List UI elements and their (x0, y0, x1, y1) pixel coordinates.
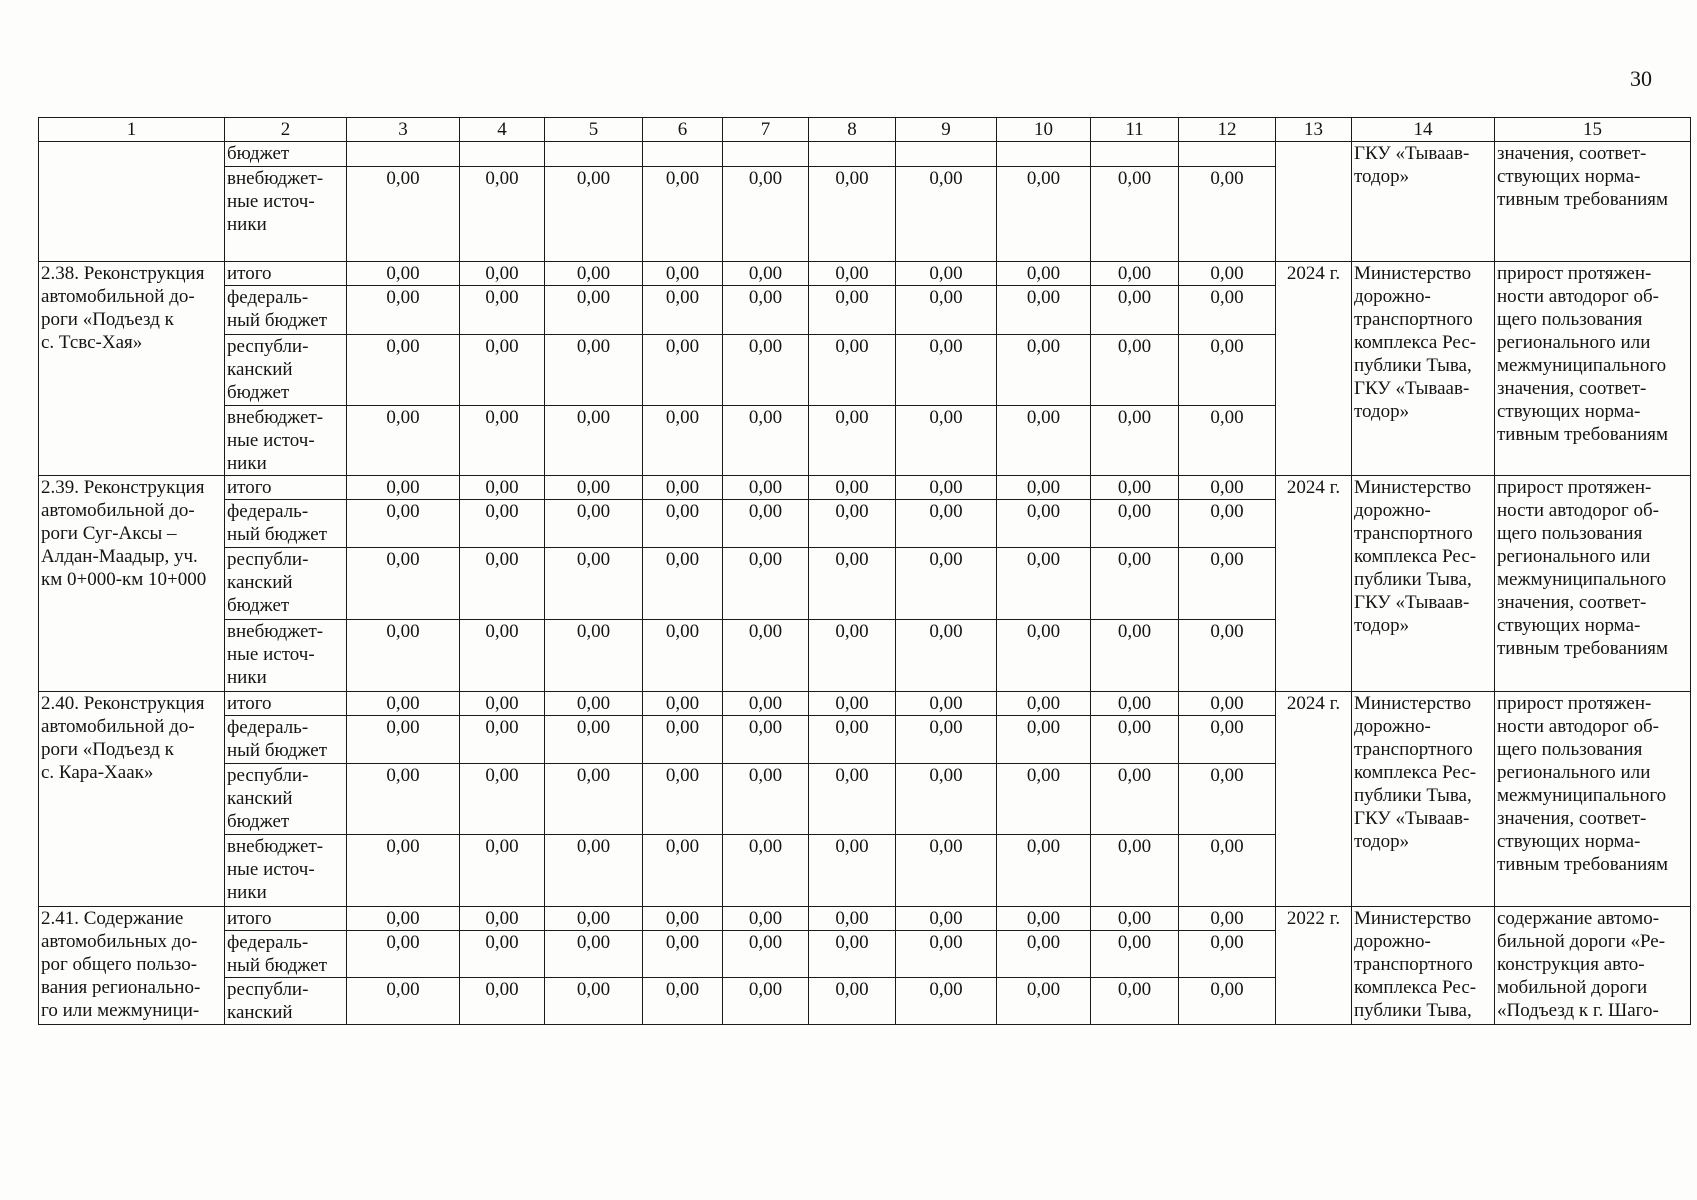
value-cell: 0,00 (460, 978, 545, 1025)
value-cell: 0,00 (1179, 167, 1276, 262)
value-cell: 0,00 (896, 476, 997, 500)
value-cell: 0,00 (1179, 907, 1276, 931)
value-cell: 0,00 (347, 335, 460, 406)
column-number-header: 12 (1179, 118, 1276, 142)
value-cell: 0,00 (809, 286, 896, 335)
executor-cell: ГКУ «Тываав- тодор» (1352, 142, 1495, 262)
value-cell: 0,00 (997, 907, 1091, 931)
funding-source: республи- канский (225, 978, 347, 1025)
value-cell (997, 142, 1091, 167)
value-cell: 0,00 (545, 764, 643, 835)
value-cell (643, 142, 723, 167)
value-cell: 0,00 (997, 500, 1091, 548)
value-cell: 0,00 (1179, 476, 1276, 500)
value-cell: 0,00 (723, 692, 809, 716)
value-cell: 0,00 (1091, 335, 1179, 406)
value-cell: 0,00 (643, 835, 723, 907)
value-cell: 0,00 (643, 907, 723, 931)
executor-cell: Министерство дорожно- транспортного комплекса Рес- публики Тыва, (1352, 907, 1495, 1025)
value-cell: 0,00 (896, 620, 997, 692)
table-header-row (39, 118, 1691, 142)
value-cell: 0,00 (643, 167, 723, 262)
value-cell: 0,00 (997, 262, 1091, 286)
value-cell: 0,00 (723, 335, 809, 406)
value-cell: 0,00 (1091, 476, 1179, 500)
column-number-header: 4 (460, 118, 545, 142)
value-cell: 0,00 (545, 500, 643, 548)
funding-source: итого (225, 476, 347, 500)
value-cell: 0,00 (809, 262, 896, 286)
value-cell: 0,00 (545, 978, 643, 1025)
year-cell: 2024 г. (1276, 262, 1352, 476)
value-cell: 0,00 (723, 406, 809, 476)
value-cell: 0,00 (723, 907, 809, 931)
funding-source: внебюджет- ные источ- ники (225, 620, 347, 692)
value-cell (460, 142, 545, 167)
value-cell: 0,00 (997, 406, 1091, 476)
value-cell: 0,00 (809, 548, 896, 620)
executor-cell: Министерство дорожно- транспортного комплекса Рес- публики Тыва, ГКУ «Тываав- тодор» (1352, 476, 1495, 692)
value-cell: 0,00 (643, 406, 723, 476)
value-cell: 0,00 (1091, 764, 1179, 835)
value-cell: 0,00 (896, 978, 997, 1025)
value-cell: 0,00 (643, 978, 723, 1025)
value-cell: 0,00 (1179, 620, 1276, 692)
value-cell: 0,00 (460, 907, 545, 931)
value-cell: 0,00 (896, 286, 997, 335)
table-row (39, 907, 1691, 931)
column-number-header: 11 (1091, 118, 1179, 142)
value-cell: 0,00 (545, 262, 643, 286)
value-cell: 0,00 (1179, 286, 1276, 335)
result-cell: прирост протяжен- ности автодорог об- щего пользования регионального или межмуниципального значения, соответ- ствующих норма- тивным требованиям (1495, 476, 1691, 692)
value-cell: 0,00 (545, 620, 643, 692)
value-cell: 0,00 (809, 931, 896, 978)
value-cell: 0,00 (347, 931, 460, 978)
value-cell: 0,00 (1179, 835, 1276, 907)
value-cell (809, 142, 896, 167)
value-cell: 0,00 (997, 764, 1091, 835)
value-cell: 0,00 (809, 406, 896, 476)
value-cell (1179, 142, 1276, 167)
value-cell: 0,00 (896, 835, 997, 907)
value-cell: 0,00 (460, 500, 545, 548)
value-cell: 0,00 (896, 548, 997, 620)
value-cell: 0,00 (545, 167, 643, 262)
value-cell: 0,00 (643, 931, 723, 978)
table-row (39, 476, 1691, 500)
value-cell: 0,00 (347, 500, 460, 548)
value-cell: 0,00 (460, 548, 545, 620)
value-cell: 0,00 (347, 907, 460, 931)
value-cell: 0,00 (347, 262, 460, 286)
funding-source: республи- канский бюджет (225, 335, 347, 406)
funding-source: внебюджет- ные источ- ники (225, 167, 347, 262)
value-cell: 0,00 (545, 716, 643, 764)
value-cell: 0,00 (1091, 716, 1179, 764)
value-cell: 0,00 (1179, 692, 1276, 716)
funding-source: итого (225, 692, 347, 716)
funding-source: федераль- ный бюджет (225, 716, 347, 764)
column-number-header: 7 (723, 118, 809, 142)
funding-source: федераль- ный бюджет (225, 500, 347, 548)
value-cell: 0,00 (997, 548, 1091, 620)
value-cell: 0,00 (545, 335, 643, 406)
value-cell: 0,00 (1179, 335, 1276, 406)
value-cell: 0,00 (1091, 500, 1179, 548)
value-cell: 0,00 (723, 931, 809, 978)
value-cell: 0,00 (809, 335, 896, 406)
value-cell: 0,00 (723, 286, 809, 335)
value-cell: 0,00 (997, 620, 1091, 692)
activity-name-cell: 2.38. Реконструкция автомобильной до- роги «Подъезд к с. Тсвс-Хая» (39, 262, 225, 476)
value-cell: 0,00 (460, 167, 545, 262)
value-cell: 0,00 (347, 692, 460, 716)
value-cell (723, 142, 809, 167)
year-cell: 2024 г. (1276, 476, 1352, 692)
value-cell: 0,00 (723, 978, 809, 1025)
value-cell: 0,00 (460, 931, 545, 978)
value-cell (896, 142, 997, 167)
value-cell: 0,00 (723, 716, 809, 764)
value-cell: 0,00 (896, 716, 997, 764)
value-cell: 0,00 (997, 978, 1091, 1025)
value-cell: 0,00 (643, 692, 723, 716)
value-cell: 0,00 (643, 500, 723, 548)
value-cell: 0,00 (460, 406, 545, 476)
value-cell: 0,00 (723, 835, 809, 907)
value-cell: 0,00 (460, 335, 545, 406)
value-cell: 0,00 (809, 764, 896, 835)
value-cell: 0,00 (997, 167, 1091, 262)
value-cell: 0,00 (1091, 167, 1179, 262)
value-cell: 0,00 (545, 548, 643, 620)
column-number-header: 8 (809, 118, 896, 142)
value-cell: 0,00 (643, 262, 723, 286)
value-cell: 0,00 (643, 716, 723, 764)
value-cell: 0,00 (545, 406, 643, 476)
value-cell: 0,00 (896, 335, 997, 406)
table-row (39, 692, 1691, 716)
value-cell: 0,00 (723, 167, 809, 262)
value-cell: 0,00 (896, 406, 997, 476)
value-cell: 0,00 (347, 978, 460, 1025)
activity-name-cell (39, 142, 225, 262)
value-cell: 0,00 (347, 406, 460, 476)
value-cell: 0,00 (460, 835, 545, 907)
value-cell (347, 142, 460, 167)
value-cell: 0,00 (1179, 500, 1276, 548)
executor-cell: Министерство дорожно- транспортного комплекса Рес- публики Тыва, ГКУ «Тываав- тодор» (1352, 262, 1495, 476)
value-cell: 0,00 (1091, 262, 1179, 286)
value-cell: 0,00 (1179, 716, 1276, 764)
value-cell: 0,00 (347, 286, 460, 335)
funding-source: внебюджет- ные источ- ники (225, 835, 347, 907)
value-cell: 0,00 (809, 716, 896, 764)
result-cell: содержание автомо- бильной дороги «Ре- конструкция авто- мобильной дороги «Подъезд к г. Шаго- (1495, 907, 1691, 1025)
value-cell: 0,00 (545, 476, 643, 500)
value-cell (545, 142, 643, 167)
column-number-header: 9 (896, 118, 997, 142)
value-cell: 0,00 (347, 167, 460, 262)
value-cell: 0,00 (347, 764, 460, 835)
column-number-header: 14 (1352, 118, 1495, 142)
value-cell: 0,00 (997, 931, 1091, 978)
value-cell: 0,00 (643, 620, 723, 692)
value-cell: 0,00 (997, 716, 1091, 764)
value-cell: 0,00 (809, 835, 896, 907)
value-cell: 0,00 (809, 692, 896, 716)
year-cell: 2024 г. (1276, 692, 1352, 907)
value-cell (1091, 142, 1179, 167)
year-cell: 2022 г. (1276, 907, 1352, 1025)
value-cell: 0,00 (1179, 931, 1276, 978)
value-cell: 0,00 (460, 692, 545, 716)
value-cell: 0,00 (997, 335, 1091, 406)
value-cell: 0,00 (896, 262, 997, 286)
value-cell: 0,00 (1091, 620, 1179, 692)
value-cell: 0,00 (460, 262, 545, 286)
value-cell: 0,00 (1179, 764, 1276, 835)
value-cell: 0,00 (896, 907, 997, 931)
column-number-header: 1 (39, 118, 225, 142)
value-cell: 0,00 (809, 476, 896, 500)
funding-source: федераль- ный бюджет (225, 286, 347, 335)
value-cell: 0,00 (723, 548, 809, 620)
funding-source: внебюджет- ные источ- ники (225, 406, 347, 476)
value-cell: 0,00 (1091, 692, 1179, 716)
value-cell: 0,00 (1091, 406, 1179, 476)
value-cell: 0,00 (1091, 548, 1179, 620)
value-cell: 0,00 (643, 548, 723, 620)
value-cell: 0,00 (460, 476, 545, 500)
value-cell: 0,00 (545, 286, 643, 335)
funding-source: итого (225, 907, 347, 931)
budget-table (38, 117, 1691, 1025)
value-cell: 0,00 (1091, 286, 1179, 335)
funding-source: республи- канский бюджет (225, 548, 347, 620)
value-cell: 0,00 (643, 286, 723, 335)
value-cell: 0,00 (1091, 931, 1179, 978)
page-number: 30 (1630, 66, 1652, 91)
table-row (39, 142, 1691, 167)
executor-cell: Министерство дорожно- транспортного комплекса Рес- публики Тыва, ГКУ «Тываав- тодор» (1352, 692, 1495, 907)
funding-source: итого (225, 262, 347, 286)
value-cell: 0,00 (347, 548, 460, 620)
activity-name-cell: 2.39. Реконструкция автомобильной до- роги Суг-Аксы – Алдан-Маадыр, уч. км 0+000-км 10+000 (39, 476, 225, 692)
funding-source: бюджет (225, 142, 347, 167)
column-number-header: 15 (1495, 118, 1691, 142)
value-cell: 0,00 (723, 262, 809, 286)
funding-source: республи- канский бюджет (225, 764, 347, 835)
value-cell: 0,00 (643, 476, 723, 500)
value-cell: 0,00 (809, 907, 896, 931)
value-cell: 0,00 (723, 764, 809, 835)
column-number-header: 10 (997, 118, 1091, 142)
value-cell: 0,00 (460, 716, 545, 764)
column-number-header: 6 (643, 118, 723, 142)
column-number-header: 13 (1276, 118, 1352, 142)
value-cell: 0,00 (460, 620, 545, 692)
column-number-header: 5 (545, 118, 643, 142)
value-cell: 0,00 (643, 335, 723, 406)
result-cell: прирост протяжен- ности автодорог об- щего пользования регионального или межмуниципального значения, соответ- ствующих норма- тивным требованиям (1495, 262, 1691, 476)
value-cell: 0,00 (347, 716, 460, 764)
value-cell: 0,00 (347, 835, 460, 907)
column-number-header: 3 (347, 118, 460, 142)
value-cell: 0,00 (809, 978, 896, 1025)
value-cell: 0,00 (723, 500, 809, 548)
value-cell: 0,00 (347, 476, 460, 500)
value-cell: 0,00 (1179, 978, 1276, 1025)
value-cell: 0,00 (1179, 548, 1276, 620)
value-cell: 0,00 (1091, 907, 1179, 931)
value-cell: 0,00 (997, 286, 1091, 335)
value-cell: 0,00 (723, 620, 809, 692)
value-cell: 0,00 (545, 835, 643, 907)
value-cell: 0,00 (809, 620, 896, 692)
value-cell: 0,00 (723, 476, 809, 500)
value-cell: 0,00 (896, 764, 997, 835)
value-cell: 0,00 (545, 907, 643, 931)
table-row (39, 262, 1691, 286)
value-cell: 0,00 (460, 764, 545, 835)
value-cell: 0,00 (809, 167, 896, 262)
year-cell (1276, 142, 1352, 262)
value-cell: 0,00 (896, 692, 997, 716)
value-cell: 0,00 (1091, 835, 1179, 907)
value-cell: 0,00 (1091, 978, 1179, 1025)
value-cell: 0,00 (545, 931, 643, 978)
value-cell: 0,00 (896, 500, 997, 548)
value-cell: 0,00 (997, 476, 1091, 500)
value-cell: 0,00 (896, 931, 997, 978)
value-cell: 0,00 (347, 620, 460, 692)
value-cell: 0,00 (997, 835, 1091, 907)
value-cell: 0,00 (1179, 406, 1276, 476)
value-cell: 0,00 (545, 692, 643, 716)
funding-source: федераль- ный бюджет (225, 931, 347, 978)
value-cell: 0,00 (896, 167, 997, 262)
value-cell: 0,00 (643, 764, 723, 835)
column-number-header: 2 (225, 118, 347, 142)
value-cell: 0,00 (460, 286, 545, 335)
result-cell: значения, соответ- ствующих норма- тивным требованиям (1495, 142, 1691, 262)
value-cell: 0,00 (997, 692, 1091, 716)
result-cell: прирост протяжен- ности автодорог об- щего пользования регионального или межмуниципального значения, соответ- ствующих норма- тивным требованиям (1495, 692, 1691, 907)
value-cell: 0,00 (1179, 262, 1276, 286)
activity-name-cell: 2.40. Реконструкция автомобильной до- роги «Подъезд к с. Кара-Хаак» (39, 692, 225, 907)
activity-name-cell: 2.41. Содержание автомобильных до- рог общего пользо- вания регионально- го или межмуници- (39, 907, 225, 1025)
value-cell: 0,00 (809, 500, 896, 548)
